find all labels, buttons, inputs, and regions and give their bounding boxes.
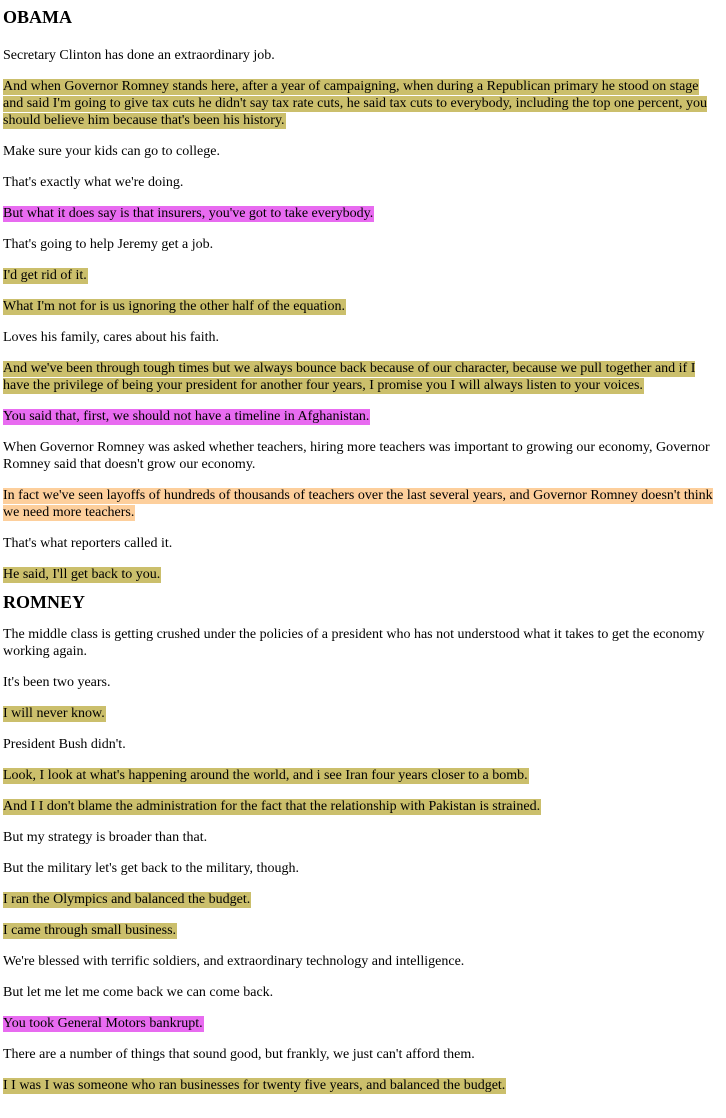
quote-paragraph [3,174,718,191]
quote-text: When Governor Romney was asked whether teachers, hiring more teachers was important to growing our economy, Governor Romney said that doesn't grow our economy. [3,440,710,472]
quote-text: I will never know. [3,706,105,721]
quote-text: He said, I'll get back to you. [3,567,161,582]
speaker-heading: ROMNEY [3,592,85,612]
quote-text: I I was I was someone who ran businesses for twenty five years, and balanced the budget. [3,1078,506,1093]
quote-text: It's been two years. [3,675,111,690]
speaker-heading: OBAMA [3,7,72,27]
quote-paragraph [3,143,718,160]
quote-text: But the military let's get back to the military, though. [3,861,299,876]
quote-text: In fact we've seen layoffs of hundreds of thousands of teachers over the last several years, and Governor Romney doesn't think we need more teachers. [3,488,713,520]
highlighted-quote [3,891,718,908]
quote-paragraph [3,535,718,552]
quote-paragraph [3,829,718,846]
quote-text: I'd get rid of it. [3,268,87,283]
highlighted-quote [3,205,718,222]
quote-text: Secretary Clinton has done an extraordinary job. [3,48,275,63]
quote-paragraph [3,236,718,253]
quote-paragraph [3,329,718,346]
quote-text: I came through small business. [3,923,177,938]
quote-paragraph [3,984,718,1001]
quote-text: And when Governor Romney stands here, after a year of campaigning, when during a Republican primary he stood on stage and said I'm going to give tax cuts he didn't say tax rate cuts, he said tax cuts to everybody, including the top one percent, you should believe him because that's been his history. [3,79,707,128]
highlighted-quote [3,1077,718,1094]
quote-text: We're blessed with terrific soldiers, and extraordinary technology and intelligence. [3,954,465,969]
highlighted-quote [3,267,718,284]
quote-paragraph [3,953,718,970]
highlighted-quote [3,1015,718,1032]
quote-text: You said that, first, we should not have a timeline in Afghanistan. [3,409,370,424]
speaker-section-obama [3,6,718,583]
quote-text: The middle class is getting crushed under the policies of a president who has not understood what it takes to get the economy working again. [3,627,705,659]
quote-paragraph [3,674,718,691]
quote-text: I ran the Olympics and balanced the budget. [3,892,251,907]
quote-text: You took General Motors bankrupt. [3,1016,203,1031]
quote-text: Look, I look at what's happening around the world, and i see Iran four years closer to a bomb. [3,768,528,783]
highlighted-quote [3,298,718,315]
quote-text: That's exactly what we're doing. [3,175,184,190]
quote-paragraph [3,736,718,753]
quote-text: Make sure your kids can go to college. [3,144,220,159]
highlighted-quote [3,408,718,425]
quote-text: President Bush didn't. [3,737,126,752]
highlighted-quote [3,922,718,939]
highlighted-quote [3,705,718,722]
quote-text: There are a number of things that sound good, but frankly, we just can't afford them. [3,1047,475,1062]
highlighted-quote [3,487,718,521]
highlighted-quote [3,360,718,394]
quote-text: That's going to help Jeremy get a job. [3,237,214,252]
quote-paragraph [3,439,718,473]
highlighted-quote [3,798,718,815]
quote-paragraph [3,47,718,64]
speaker-section-romney [3,591,718,1094]
quote-paragraph [3,860,718,877]
quote-text: But my strategy is broader than that. [3,830,208,845]
quote-text: Loves his family, cares about his faith. [3,330,220,345]
quote-text: And we've been through tough times but we always bounce back because of our character, because we pull together and if I have the privilege of being your president for another four years, I promise you I will always listen to your voices. [3,361,696,393]
quote-text: But what it does say is that insurers, you've got to take everybody. [3,206,374,221]
quote-paragraph [3,1046,718,1063]
highlighted-quote [3,767,718,784]
quote-text: What I'm not for is us ignoring the other half of the equation. [3,299,345,314]
quote-text: But let me let me come back we can come back. [3,985,274,1000]
quote-text: And I I don't blame the administration for the fact that the relationship with Pakistan is strained. [3,799,541,814]
highlighted-quote [3,566,718,583]
quote-paragraph [3,626,718,660]
highlighted-quote [3,78,718,129]
quote-text: That's what reporters called it. [3,536,173,551]
